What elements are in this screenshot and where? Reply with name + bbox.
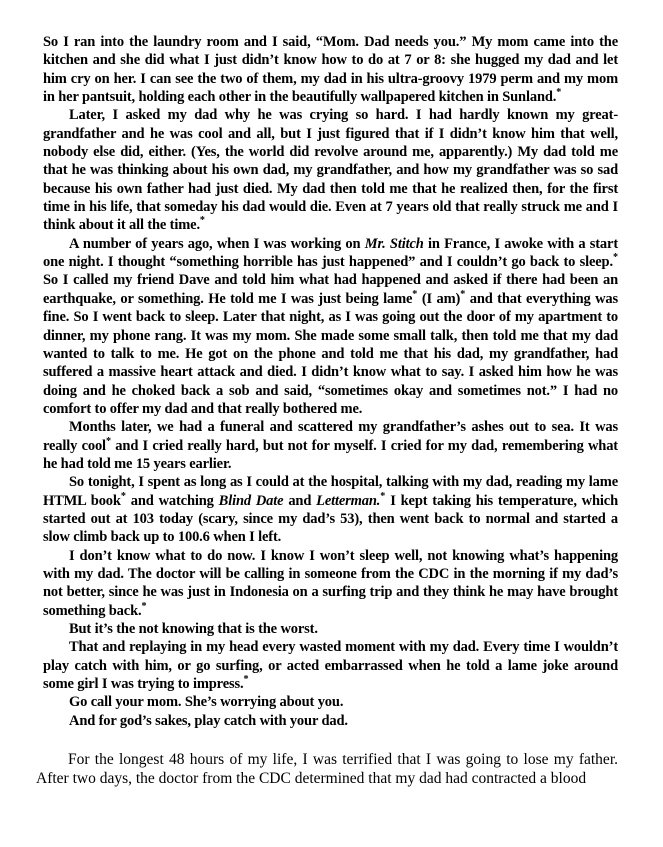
paragraph <box>43 473 618 546</box>
text-run: in France, I awoke with a start one night. I thought “something horrible has just happened” and I couldn’t go back to sleep. <box>43 235 618 271</box>
text-run: (I am) <box>417 290 461 307</box>
text-run: For the longest 48 hours of my life, I was terrified that I was going to lose my father. After two days, the doctor from the CDC determined that my dad had contracted a blood <box>36 751 618 788</box>
narrative-block <box>36 750 618 789</box>
paragraph <box>43 620 618 638</box>
paragraph <box>36 750 618 789</box>
footnote-asterisk: * <box>199 215 205 227</box>
footnote-asterisk: * <box>412 288 418 300</box>
footnote-asterisk: * <box>105 435 111 447</box>
footnote-asterisk: * <box>612 252 618 264</box>
text-run: So I ran into the laundry room and I said, “Mom. Dad needs you.” My mom came into the kitchen and she did what I just didn’t know how to do at 7 or 8: she hugged my dad and let him cry on her. I can see the two of them, my dad in his ultra-groovy 1979 perm and my mom in her pantsuit, holding each other in the beautifully wallpapered kitchen in Sunland. <box>43 34 618 106</box>
text-run: So tonight, I spent as long as I could at the hospital, talking with my dad, reading my lame HTML book <box>43 474 618 509</box>
paragraph <box>43 106 618 234</box>
blog-excerpt-block <box>43 33 618 730</box>
italic-title: Letterman. <box>316 492 381 509</box>
footnote-asterisk: * <box>556 87 562 99</box>
text-run: and <box>283 492 317 509</box>
text-run: That and replaying in my head every wasted moment with my dad. Every time I wouldn’t play catch with him, or go surfing, or acted embarrassed when he told a lame joke around some girl I was trying to impress. <box>43 639 618 693</box>
text-run: and I cried really hard, but not for myself. I cried for my dad, remembering what he had told me 15 years earlier. <box>43 437 618 472</box>
italic-title: Blind Date <box>218 492 284 509</box>
text-run: and watching <box>125 492 219 509</box>
italic-title: Mr. Stitch <box>364 235 424 252</box>
text-run: And for god’s sakes, play catch with your dad. <box>69 712 348 729</box>
footnote-asterisk: * <box>120 490 126 502</box>
text-run: Go call your mom. She’s worrying about you. <box>69 694 344 711</box>
footnote-asterisk: * <box>460 288 466 300</box>
text-run: So I called my friend Dave and told him what had happened and asked if there had been an earthquake, or something. He told me I was just being lame <box>43 272 618 307</box>
paragraph <box>43 693 618 711</box>
text-run: But it’s the not knowing that is the worst. <box>69 621 318 637</box>
text-run: A number of years ago, when I was working on <box>69 235 365 252</box>
text-run: Later, I asked my dad why he was crying so hard. I had hardly known my great-grandfather and he was cool and all, but I just figured that if I didn’t know him that well, nobody else did, either. (Yes, the world did revolve around me, apparently.) My dad told me that he was thinking about his own dad, my grandfather, and how my grandfather was so sad because his own father had just died. My dad then told me that he realized then, for the first time in his life, that someday his dad would die. Even at 7 years old that really struck me and I think about it all the time. <box>43 107 618 234</box>
paragraph <box>43 638 618 693</box>
text-run: I kept taking his temperature, which started out at 103 today (scary, since my dad’s 53), then went back to normal and started a slow climb back up to 100.6 when I left. <box>43 492 618 546</box>
text-run: I don’t know what to do now. I know I won’t sleep well, not knowing what’s happening with my dad. The doctor will be calling in someone from the CDC in the morning if my dad’s not better, since he was just in Indonesia on a surfing trip and they think he may have brought something back. <box>43 547 618 619</box>
paragraph <box>43 547 618 620</box>
footnote-asterisk: * <box>243 674 249 686</box>
text-run: and that everything was fine. So I went back to sleep. Later that night, as I was going out the door of my apartment to dinner, my phone rang. It was my mom. She made some small talk, then told me that my dad wanted to talk to me. He got on the phone and told me that his dad, my grandfather, had suffered a massive heart attack and died. I didn’t know what to say. I asked him how he was doing and he choked back a sob and said, “sometimes okay and sometimes not.” I had no comfort to offer my dad and that really bothered me. <box>43 290 618 417</box>
footnote-asterisk: * <box>141 600 147 612</box>
paragraph <box>43 712 618 730</box>
footnote-asterisk: * <box>380 490 386 502</box>
text-run: Months later, we had a funeral and scattered my grandfather’s ashes out to sea. It was really cool <box>43 419 618 454</box>
paragraph <box>43 418 618 473</box>
paragraph <box>43 235 618 418</box>
paragraph <box>43 33 618 106</box>
